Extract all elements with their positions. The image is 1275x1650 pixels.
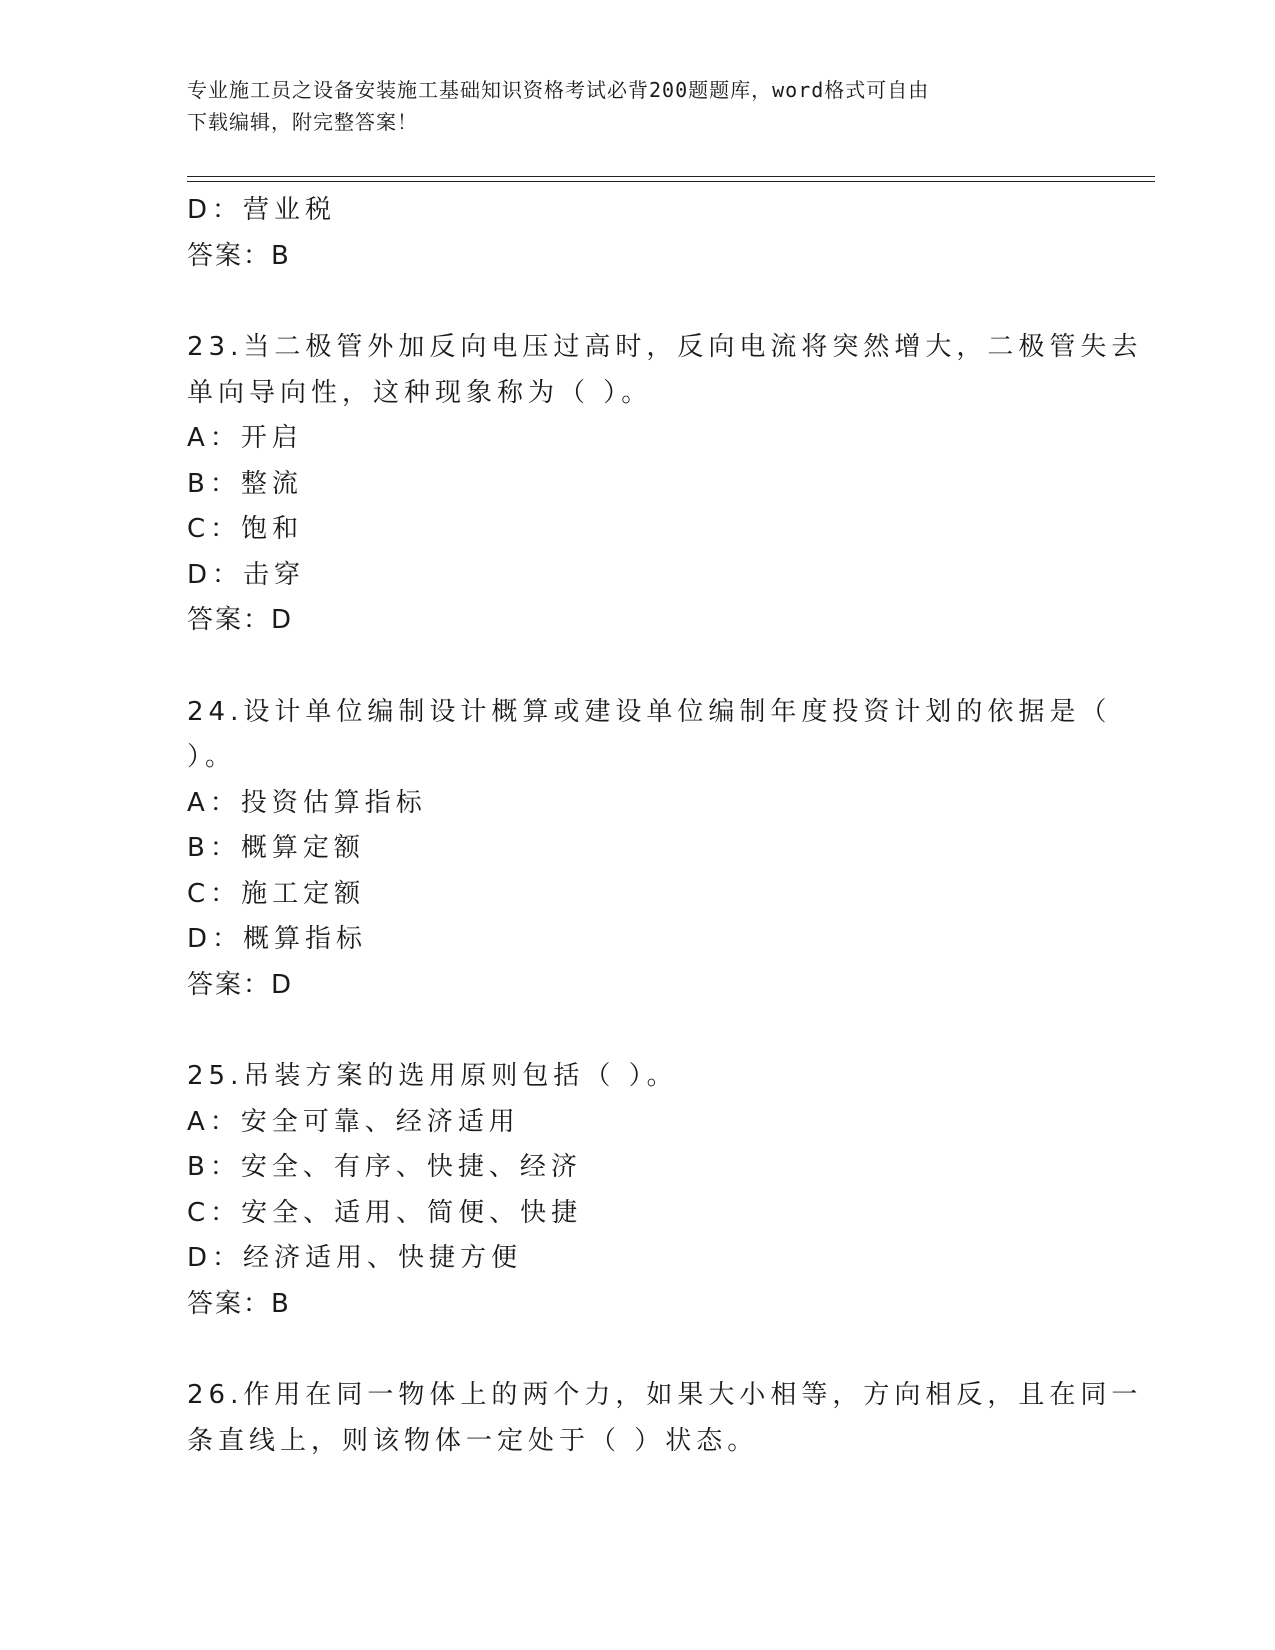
- answer-line: 答案：B: [187, 240, 291, 271]
- answer-line: 答案：B: [187, 1288, 291, 1319]
- question-23: [187, 325, 1143, 644]
- question-stem: 条直线上，则该物体一定处于（ ）状态。: [187, 1425, 759, 1456]
- option-d: D：击穿: [187, 559, 306, 590]
- previous-question-tail: [187, 188, 1127, 279]
- header-line-2: 下载编辑，附完整答案！: [187, 110, 418, 134]
- option-b: B：安全、有序、快捷、经济: [187, 1152, 582, 1182]
- option-a: A：安全可靠、经济适用: [187, 1106, 520, 1137]
- option-d: D：营业税: [187, 195, 337, 225]
- option-d: D：经济适用、快捷方便: [187, 1243, 523, 1273]
- document-header: [187, 74, 1087, 138]
- question-stem: 26.作用在同一物体上的两个力，如果大小相等，方向相反，且在同一: [187, 1380, 1143, 1410]
- answer-line: 答案：D: [187, 969, 294, 1000]
- header-divider-top: [187, 176, 1155, 177]
- question-25: [187, 1054, 1127, 1327]
- question-24: [187, 690, 1127, 1009]
- answer-line: 答案：D: [187, 605, 294, 635]
- header-line-1: 专业施工员之设备安装施工基础知识资格考试必背200题题库，word格式可自由: [187, 78, 930, 102]
- option-a: A：开启: [187, 423, 303, 453]
- option-b: B：整流: [187, 468, 303, 499]
- question-stem: 23.当二极管外加反向电压过高时，反向电流将突然增大，二极管失去: [187, 332, 1143, 362]
- question-stem: 24.设计单位编制设计概算或建设单位编制年度投资计划的依据是（: [187, 696, 1112, 727]
- option-a: A：投资估算指标: [187, 787, 427, 818]
- header-divider-bottom: [187, 181, 1155, 182]
- option-c: C：施工定额: [187, 878, 366, 909]
- question-stem: 25.吊装方案的选用原则包括（ ）。: [187, 1061, 678, 1091]
- document-body: [187, 188, 1143, 1464]
- question-stem: ）。: [187, 742, 237, 772]
- option-b: B：概算定额: [187, 833, 365, 863]
- question-stem: 单向导向性，这种现象称为（ ）。: [187, 377, 653, 408]
- option-c: C：安全、适用、简便、快捷: [187, 1197, 583, 1228]
- question-26: [187, 1373, 1143, 1464]
- option-d: D：概算指标: [187, 924, 368, 954]
- option-c: C：饱和: [187, 514, 304, 544]
